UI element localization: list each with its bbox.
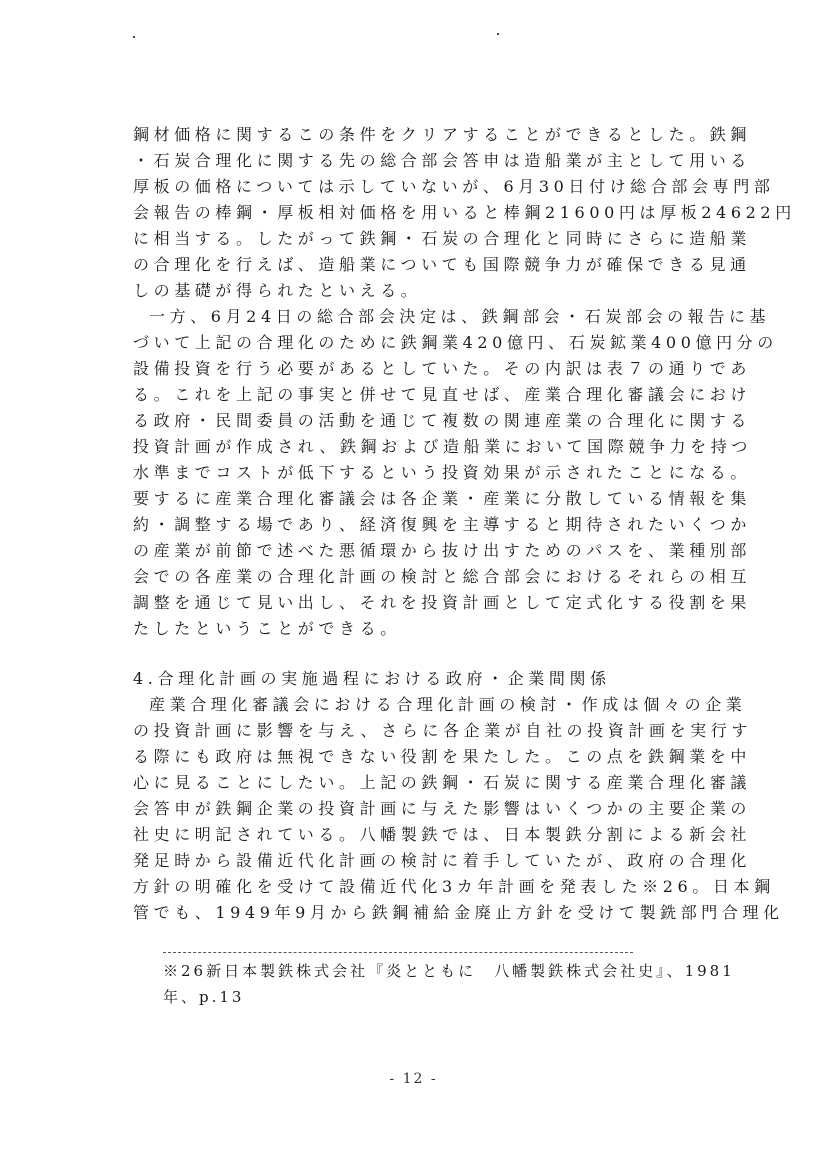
text-line: 一方、6月24日の総合部会決定は、鉄鋼部会・石炭部会の報告に基 xyxy=(149,307,771,326)
scan-speck xyxy=(497,33,499,35)
text-line: 調整を通じて見い出し、それを投資計画として定式化する役割を果 xyxy=(133,593,752,612)
text-line: の合理化を行えば、造船業についても国際競争力が確保できる見通 xyxy=(133,255,751,274)
text-line: づいて上記の合理化のために鉄鋼業420億円、石炭鉱業400億円分の xyxy=(133,333,778,352)
text-line: 産業合理化審議会における合理化計画の検討・作成は個々の企業 xyxy=(149,695,747,714)
text-line: 投資計画が作成され、鉄鋼および造船業において国際競争力を持つ xyxy=(133,437,752,456)
footnote-line: 年、p.13 xyxy=(163,988,245,1006)
text-line: たしたということができる。 xyxy=(133,619,401,638)
paragraph-continuation xyxy=(133,122,796,642)
text-line: 約・調整する場であり、経済復興を主導すると期待されたいくつか xyxy=(133,515,752,534)
text-line: 会答申が鉄鋼企業の投資計画に与えた影響はいくつかの主要企業の xyxy=(133,799,752,818)
text-line: 管でも、1949年9月から鉄鋼補給金廃止方針を受けて製銑部門合理化 xyxy=(133,903,784,922)
text-line: 要するに産業合理化審議会は各企業・産業に分散している情報を集 xyxy=(133,489,752,508)
text-line: の投資計画に影響を与え、さらに各企業が自社の投資計画を実行す xyxy=(133,721,752,740)
text-line: 厚板の価格については示していないが、6月30日付け総合部会専門部 xyxy=(133,177,775,196)
text-line: 発足時から設備近代化計画の検討に着手していたが、政府の合理化 xyxy=(133,851,752,870)
text-line: 鋼材価格に関するこの条件をクリアすることができるとした。鉄鋼 xyxy=(133,125,752,144)
text-line: る際にも政府は無視できない役割を果たした。この点を鉄鋼業を中 xyxy=(133,747,752,766)
text-line: る。これを上記の事実と併せて見直せば、産業合理化審議会におけ xyxy=(133,385,752,404)
footnote-line: ※26新日本製鉄株式会社『炎とともに 八幡製鉄株式会社史』、1981 xyxy=(163,962,735,980)
text-line: 設備投資を行う必要があるとしていた。その内訳は表７の通りであ xyxy=(133,359,752,378)
footnote xyxy=(163,958,735,1010)
text-line: の産業が前節で述べた悪循環から抜け出すためのパスを、業種別部 xyxy=(133,541,752,560)
text-line: に相当する。したがって鉄鋼・石炭の合理化と同時にさらに造船業 xyxy=(133,229,752,248)
page-number: - 12 - xyxy=(389,1071,438,1087)
body-text xyxy=(133,122,796,926)
text-line: ・石炭合理化に関する先の総合部会答申は造船業が主として用いる xyxy=(133,151,752,170)
text-line: しの基礎が得られたといえる。 xyxy=(133,281,422,300)
section-paragraph xyxy=(133,692,784,926)
text-line: 社史に明記されている。八幡製鉄では、日本製鉄分割による新会社 xyxy=(133,825,752,844)
text-line: 方針の明確化を受けて設備近代化3カ年計画を発表した※26。日本鋼 xyxy=(133,877,775,896)
footnote-divider xyxy=(163,952,633,953)
text-line: 会報告の棒鋼・厚板相対価格を用いると棒鋼21600円は厚板24622円 xyxy=(133,203,796,222)
text-line: 水準までコストが低下するという投資効果が示されたことになる。 xyxy=(133,463,752,482)
text-line: 心に見ることにしたい。上記の鉄鋼・石炭に関する産業合理化審議 xyxy=(133,773,752,792)
section-heading: 4.合理化計画の実施過程における政府・企業間関係 xyxy=(133,669,611,688)
text-line: 会での各産業の合理化計画の検討と総合部会におけるそれらの相互 xyxy=(133,567,752,586)
scan-speck xyxy=(133,36,135,38)
text-line: る政府・民間委員の活動を通じて複数の関連産業の合理化に関する xyxy=(133,411,752,430)
